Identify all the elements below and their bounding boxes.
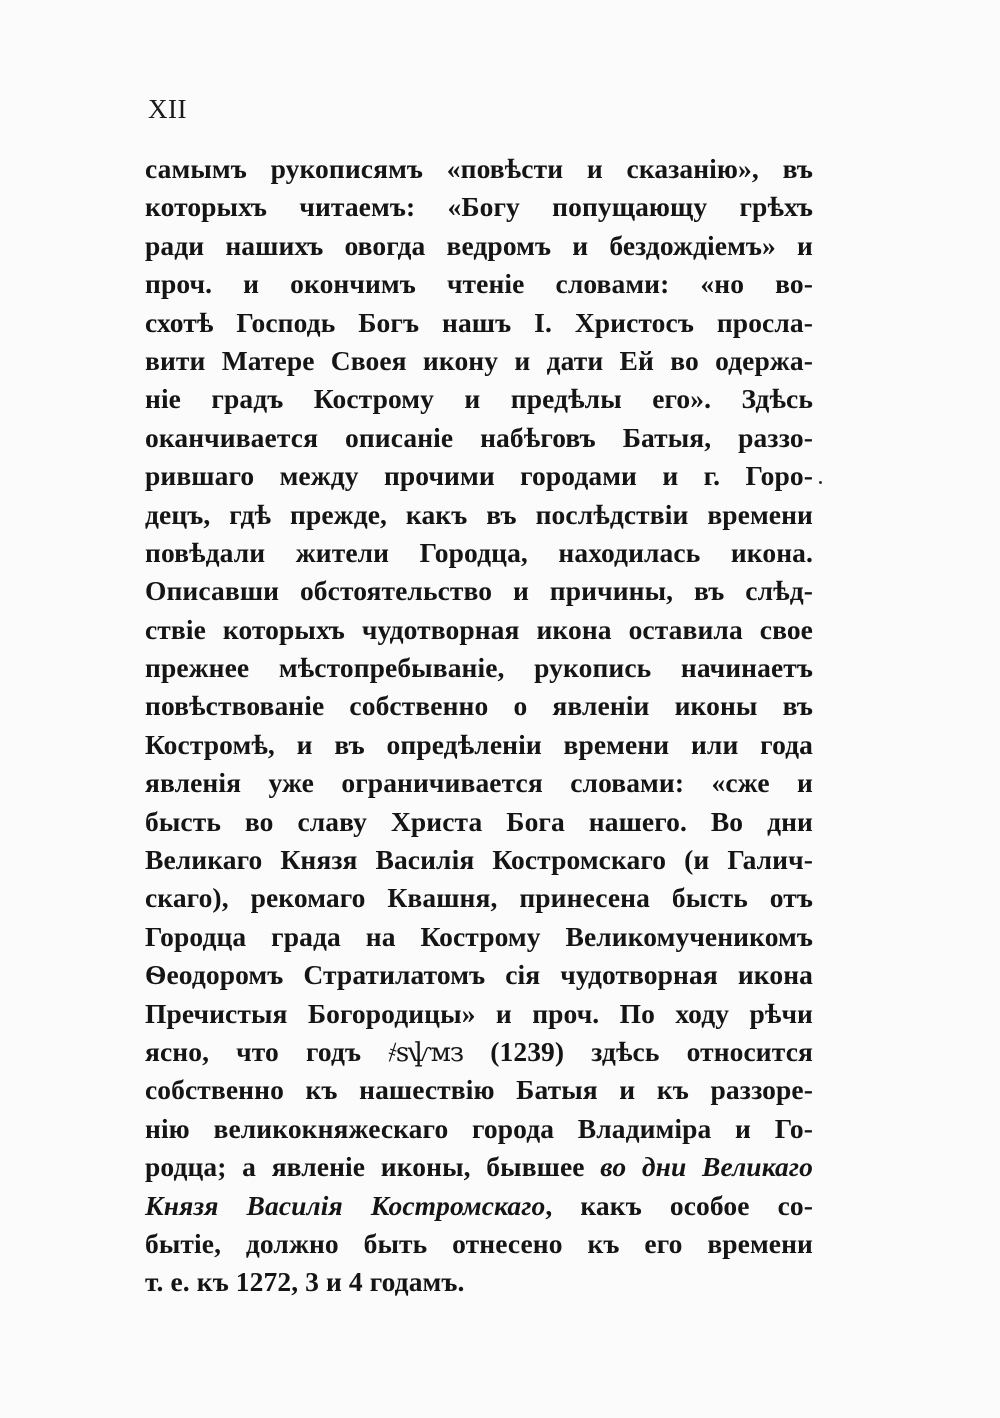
print-dot-mark: [819, 481, 822, 484]
page-number: XII: [148, 94, 187, 124]
text-line-26: нію великокняжескаго города Владиміра и Го-: [145, 1112, 813, 1144]
text-line-25: собственно къ нашествію Батыя и къ раззоре-: [145, 1074, 813, 1106]
italic-quote-part-1: во дни Великаго: [600, 1151, 813, 1183]
slavonic-date-abbreviation: ҂ѕѱмз: [388, 1037, 464, 1068]
text-line-29: бытіе, должно быть отнесено къ его времени: [145, 1227, 813, 1259]
text-line-10: децъ, гдѣ прежде, какъ въ послѣдствіи времени: [145, 498, 813, 530]
text-line-18: бысть во славу Христа Бога нашего. Во дни: [145, 805, 813, 837]
text-line-27-start: родца; а явленіе иконы, бывшее: [145, 1151, 601, 1183]
text-line-11: повѣдали жители Городца, находилась икона.: [145, 536, 813, 568]
text-line-22: Ѳеодоромъ Стратилатомъ сія чудотворная икона: [145, 959, 813, 991]
text-line-8: оканчивается описаніе набѣговъ Батыя, раззо-: [145, 421, 813, 453]
text-line-12: Описавши обстоятельство и причины, въ слѣд-: [145, 575, 813, 607]
text-line-19: Великаго Князя Василія Костромскаго (и Галич-: [145, 844, 813, 876]
text-line-20: скаго), рекомаго Квашня, принесена бысть отъ: [145, 882, 813, 914]
text-line-7: ніе градъ Кострому и предѣлы его». Здѣсь: [145, 383, 813, 415]
text-line-14: прежнее мѣстопребываніе, рукопись начинаетъ: [145, 652, 813, 684]
text-line-16: Костромѣ, и въ опредѣленіи времени или года: [145, 728, 813, 760]
text-line-9: рившаго между прочими городами и г. Горо-: [145, 460, 813, 492]
italic-quote-part-2: Князя Василія Костромскаго: [145, 1189, 546, 1221]
body-text: [145, 150, 813, 1302]
text-line-24-end: (1239) здѣсь относится: [463, 1035, 813, 1067]
text-line-23: Пречистыя Богородицы» и проч. По ходу рѣчи: [145, 997, 813, 1029]
text-line-2: которыхъ читаемъ: «Богу попущающу грѣхъ: [145, 191, 813, 223]
text-line-17: явленія уже ограничивается словами: «сже и: [145, 767, 813, 799]
text-line-24: [145, 1033, 813, 1071]
text-line-4: проч. и окончимъ чтеніе словами: «но во-: [145, 268, 813, 300]
text-line-5: схотѣ Господь Богъ нашъ І. Христосъ просла-: [145, 306, 813, 338]
text-line-27: [145, 1148, 813, 1186]
text-line-1: самымъ рукописямъ «повѣсти и сказанію», въ: [145, 153, 813, 184]
text-line-6: вити Матере Своея икону и дати Ей во одержа-: [145, 344, 813, 376]
text-line-24-start: ясно, что годъ: [145, 1035, 389, 1067]
text-line-3: ради нашихъ овогда ведромъ и бездождіемъ» и: [145, 229, 813, 261]
text-line-28-end: , какъ особое со-: [545, 1189, 813, 1221]
text-line-13: ствіе которыхъ чудотворная икона оставила свое: [145, 613, 813, 645]
text-line-30: т. е. къ 1272, 3 и 4 годамъ.: [145, 1266, 465, 1298]
text-line-28: [145, 1187, 813, 1225]
text-line-21: Городца града на Кострому Великомученикомъ: [145, 920, 813, 952]
text-line-15: повѣствованіе собственно о явленіи иконы въ: [145, 690, 813, 722]
